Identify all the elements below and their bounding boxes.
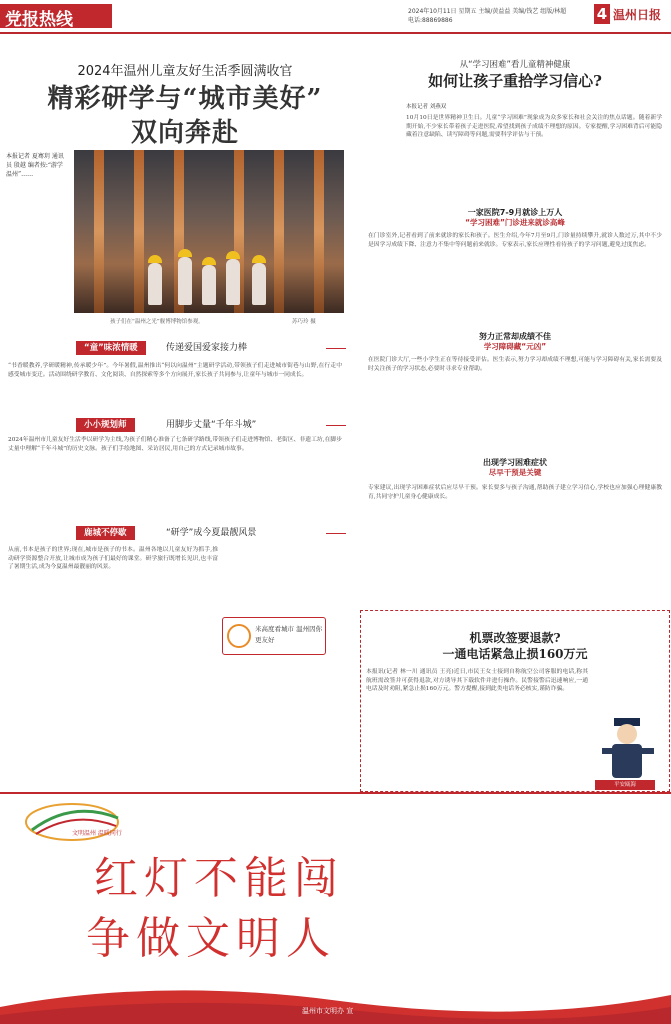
editor-note: 本报记者 夏骞玥 通讯员 殷越 编者按:“游学温州”…… — [6, 153, 64, 178]
photo-credit: 苏巧玲 摄 — [292, 319, 316, 325]
police-badge: 平安瓯海 — [595, 780, 655, 790]
lead-body-3: 从前,书本是孩子的世界;现在,城市是孩子的书本。温州各地以儿童友好为抓手,推动研学资源整合开放,让城市成为孩子们最好的课堂。研学旅行既增长见识,也丰富了暑期生活,成为今夏温州最靓丽的风景。 — [8, 547, 218, 570]
right-body-2: 在门诊室外,记者看到了前来就诊的家长和孩子。医生介绍,今年7月至9月,门诊量持续攀升,就诊人数过万,其中不少是因学习成绩下降、注意力不集中等问题前来就诊。专家表示,家长应理性看待孩子的学习问题,避免过度焦虑。 — [368, 233, 662, 248]
lead-headline-line2: 双向奔赴 — [130, 118, 239, 148]
slogan-stamp — [222, 617, 326, 655]
subhead-1-text: 传递爱国爱家接力棒 — [166, 343, 248, 353]
ad-slogan-line2: 争做文明人 — [86, 913, 336, 964]
right-subhead-1 — [440, 208, 590, 228]
right-subhead-3-b: 尽早干预是关键 — [488, 468, 542, 477]
lead-photo — [74, 150, 344, 313]
right-subhead-1-a: 一家医院7-9月就诊上万人 — [467, 208, 563, 217]
subhead-2 — [76, 418, 346, 432]
right-subhead-2-b: 学习障碍藏“元凶” — [483, 342, 547, 351]
ad-slogan-line1: 红灯不能闯 — [94, 853, 344, 904]
right-subhead-2 — [430, 332, 600, 352]
ad-sponsor: 温州市文明办 宣 — [302, 1007, 354, 1015]
subhead-1 — [76, 341, 346, 355]
box-headline — [360, 630, 670, 662]
right-body-1: 10月10日是世界精神卫生日。儿童“学习困难”现象成为众多家长和社会关注的焦点话题。随着新学期开始,不少家长带着孩子走进医院,希望找到孩子成绩不理想的原因。专家提醒,学习困难背后可能隐藏着注意缺陷、读写障碍等问题,需要科学评估与干预。 — [406, 115, 662, 138]
right-body-4: 专家建议,出现学习困难症状后应尽早干预。家长要多与孩子沟通,帮助孩子建立学习信心,学校也应加强心理健康教育,共同守护儿童身心健康成长。 — [368, 485, 662, 500]
subhead-2-text: 用脚步丈量“千年斗城” — [166, 420, 257, 430]
right-byline: 本报记者 刘燕双 — [406, 104, 447, 110]
paper-logo: 温州日报 — [613, 8, 662, 22]
right-subhead-3 — [430, 458, 600, 478]
right-subhead-2-a: 努力正常却成绩不佳 — [479, 332, 551, 341]
subhead-3-text: “研学”成今夏最靓风景 — [166, 528, 257, 538]
right-headline: 如何让孩子重拾学习信心? — [428, 72, 602, 90]
lead-headline — [30, 82, 340, 150]
police-officer-icon — [594, 712, 660, 782]
edition-meta — [408, 7, 594, 25]
subhead-3 — [76, 526, 346, 540]
box-headline-line2: 一通电话紧急止损160万元 — [442, 647, 588, 661]
right-kicker: 从“学习困难”看儿童精神健康 — [459, 60, 571, 70]
right-body-3: 在医院门诊大厅,一些小学生正在等待接受评估。医生表示,努力学习却成绩不理想,可能与学习障碍有关,家长需要及时关注孩子的学习状态,必要时寻求专业帮助。 — [368, 357, 662, 372]
ad-wave-decoration — [0, 977, 671, 1024]
edition-meta-line: 2024年10月11日 星期五 主编/黄益益 美编/钱艺 组版/林超 — [408, 8, 567, 15]
right-subhead-3-a: 出现学习困难症状 — [483, 458, 547, 467]
subhead-2-tag: 小小规划师 — [76, 418, 135, 432]
page-header — [0, 0, 671, 34]
lead-body-1: “书香暖教养,学研暖精神,传承暖少年”。今年暑假,温州推出“何以向温州”主题研学活动,带领孩子们走进城市街巷与山野,在行走中感受城市变迁。活动围绕研学教育、文化阅读、自然探索等多个方向展开,家长孩子共同参与,让童年与城市一同成长。 — [8, 363, 342, 378]
right-subhead-1-b: “学习困难”门诊进来就诊高峰 — [465, 218, 565, 227]
subhead-3-tag: 鹿城不停歇 — [76, 526, 135, 540]
lead-kicker: 2024年温州儿童友好生活季圆满收官 — [77, 64, 293, 79]
edition-phone: 电话:88869886 — [408, 17, 453, 24]
subhead-1-tag: “童”味浓情暖 — [76, 341, 146, 355]
lead-headline-line1: 精彩研学与“城市美好” — [47, 84, 323, 114]
photo-caption: 孩子们在“温州之光”舰博博物馆参观。 — [110, 319, 204, 325]
heart-icon — [227, 624, 251, 648]
lead-body-2: 2024年温州市儿童友好生活季以研学为主线,为孩子们精心准备了七条研学路线,带领孩子们走进博物馆、老街区、非遗工坊,在脚步丈量中理解“千年斗城”的历史文脉。孩子们手绘地图、采访居民,用自己的方式记录城市故事。 — [8, 437, 342, 452]
box-body: 本报讯(记者 林一川 通讯员 王亮)近日,市民王女士接到自称航空公司客服的电话,称其航班需改签并可获得退款,对方诱导其下载软件并进行操作。民警接警后迅速响应,一通电话及时劝阻,紧急止损160万元。警方提醒,接到此类电话务必核实,谨防诈骗。 — [366, 669, 588, 692]
ad-logo-icon — [22, 796, 132, 846]
page-number: 4 — [594, 4, 610, 24]
section-label: 党报热线 — [0, 4, 112, 28]
box-headline-line1: 机票改签要退款? — [469, 631, 561, 645]
stamp-text: 米高度看城市 温州因你更友好 — [255, 625, 323, 644]
ad-logo-text: 文明温州 温暖同行 — [72, 830, 122, 837]
